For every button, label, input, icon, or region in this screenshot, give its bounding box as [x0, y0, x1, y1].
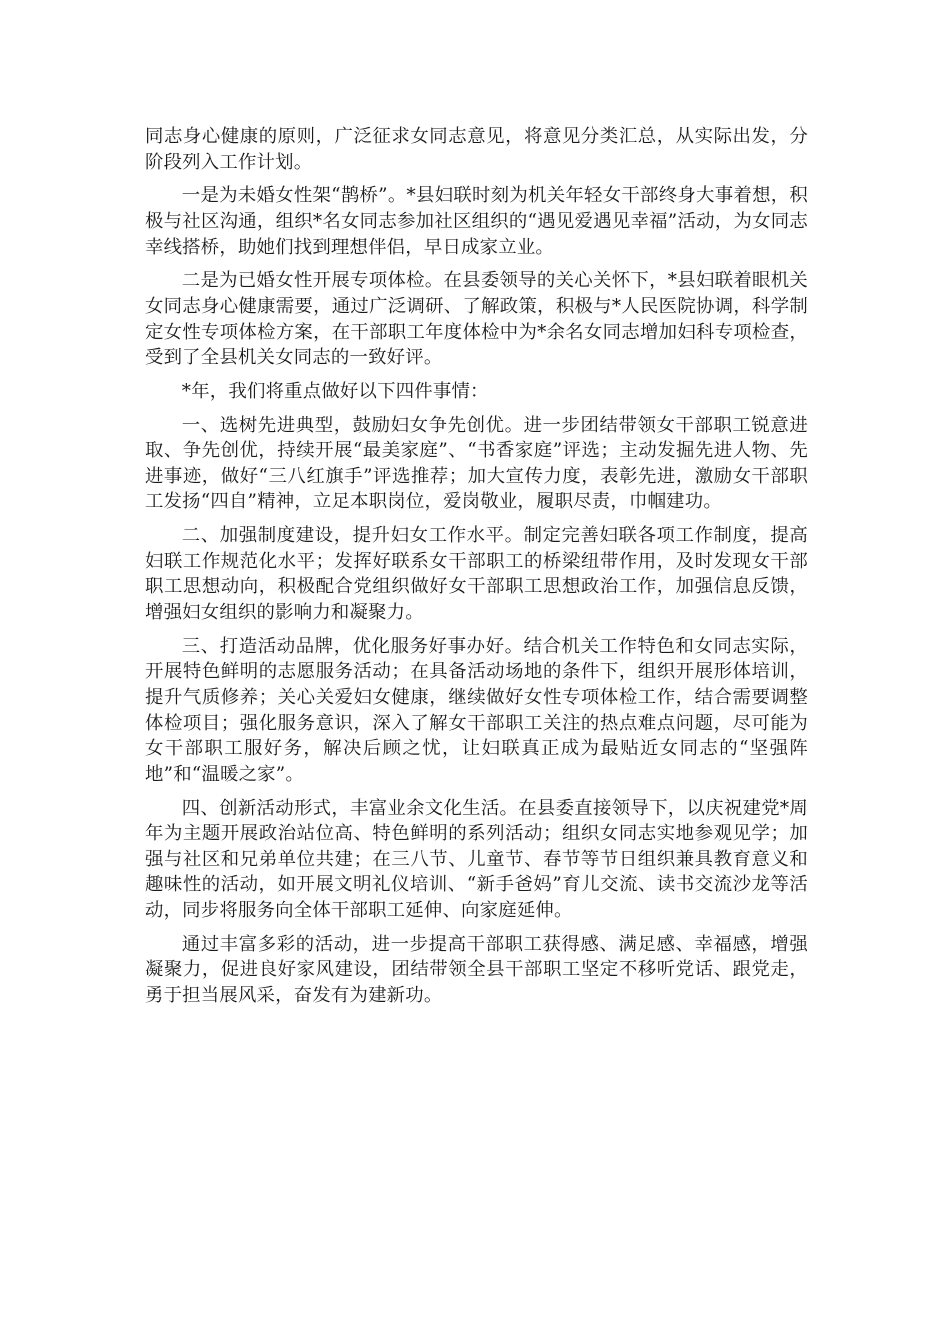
paragraph-task-two: 二、加强制度建设，提升妇女工作水平。制定完善妇联各项工作制度，提高妇联工作规范化水平；发挥好联系女干部职工的桥梁纽带作用，及时发现女干部职工思想动向，积极配合党组织做好女干部职工思想政治工作，加强信息反馈，增强妇女组织的影响力和凝聚力。: [145, 525, 808, 624]
paragraph-four-tasks-intro: *年，我们将重点做好以下四件事情：: [181, 380, 489, 402]
document-body: [145, 124, 808, 1017]
paragraph-task-three: 三、打造活动品牌，优化服务好事办好。结合机关工作特色和女同志实际，开展特色鲜明的志愿服务活动；在具备活动场地的条件下，组织开展形体培训，提升气质修养；关心关爱妇女健康，继续做好女性专项体检工作，结合需要调整体检项目；强化服务意识，深入了解女干部职工关注的热点难点问题，尽可能为女干部职工服好务，解决后顾之忧，让妇联真正成为最贴近女同志的“坚强阵地”和“温暖之家”。: [145, 635, 808, 785]
paragraph-task-one: 一、选树先进典型，鼓励妇女争先创优。进一步团结带领女干部职工锐意进取、争先创优，持续开展“最美家庭”、“书香家庭”评选；主动发掘先进人物、先进事迹，做好“三八红旗手”评选推荐；加大宣传力度，表彰先进，激励女干部职工发扬“四自”精神，立足本职岗位，爱岗敬业，履职尽责，巾帼建功。: [145, 414, 808, 513]
paragraph-married-women-checkup: 二是为已婚女性开展专项体检。在县委领导的关心关怀下，*县妇联着眼机关女同志身心健康需要，通过广泛调研、了解政策，积极与*人民医院协调，科学制定女性专项体检方案，在干部职工年度体检中为*余名女同志增加妇科专项检查，受到了全县机关女同志的一致好评。: [145, 270, 808, 369]
paragraph-conclusion: 通过丰富多彩的活动，进一步提高干部职工获得感、满足感、幸福感，增强凝聚力，促进良好家风建设，团结带领全县干部职工坚定不移听党话、跟党走，勇于担当展风采，奋发有为建新功。: [145, 933, 808, 1006]
paragraph-unmarried-women: 一是为未婚女性架“鹊桥”。*县妇联时刻为机关年轻女干部终身大事着想，积极与社区沟通，组织*名女同志参加社区组织的“遇见爱遇见幸福”活动，为女同志幸线搭桥，助她们找到理想伴侣，早日成家立业。: [145, 185, 808, 258]
paragraph-task-four: 四、创新活动形式，丰富业余文化生活。在县委直接领导下，以庆祝建党*周年为主题开展政治站位高、特色鲜明的系列活动；组织女同志实地参观见学；加强与社区和兄弟单位共建；在三八节、儿童节、春节等节日组织兼具教育意义和趣味性的活动，如开展文明礼仪培训、“新手爸妈”育儿交流、读书交流沙龙等活动，同步将服务向全体干部职工延伸、向家庭延伸。: [145, 797, 808, 921]
paragraph-continuation: 同志身心健康的原则，广泛征求女同志意见，将意见分类汇总，从实际出发，分阶段列入工作计划。: [145, 126, 808, 173]
